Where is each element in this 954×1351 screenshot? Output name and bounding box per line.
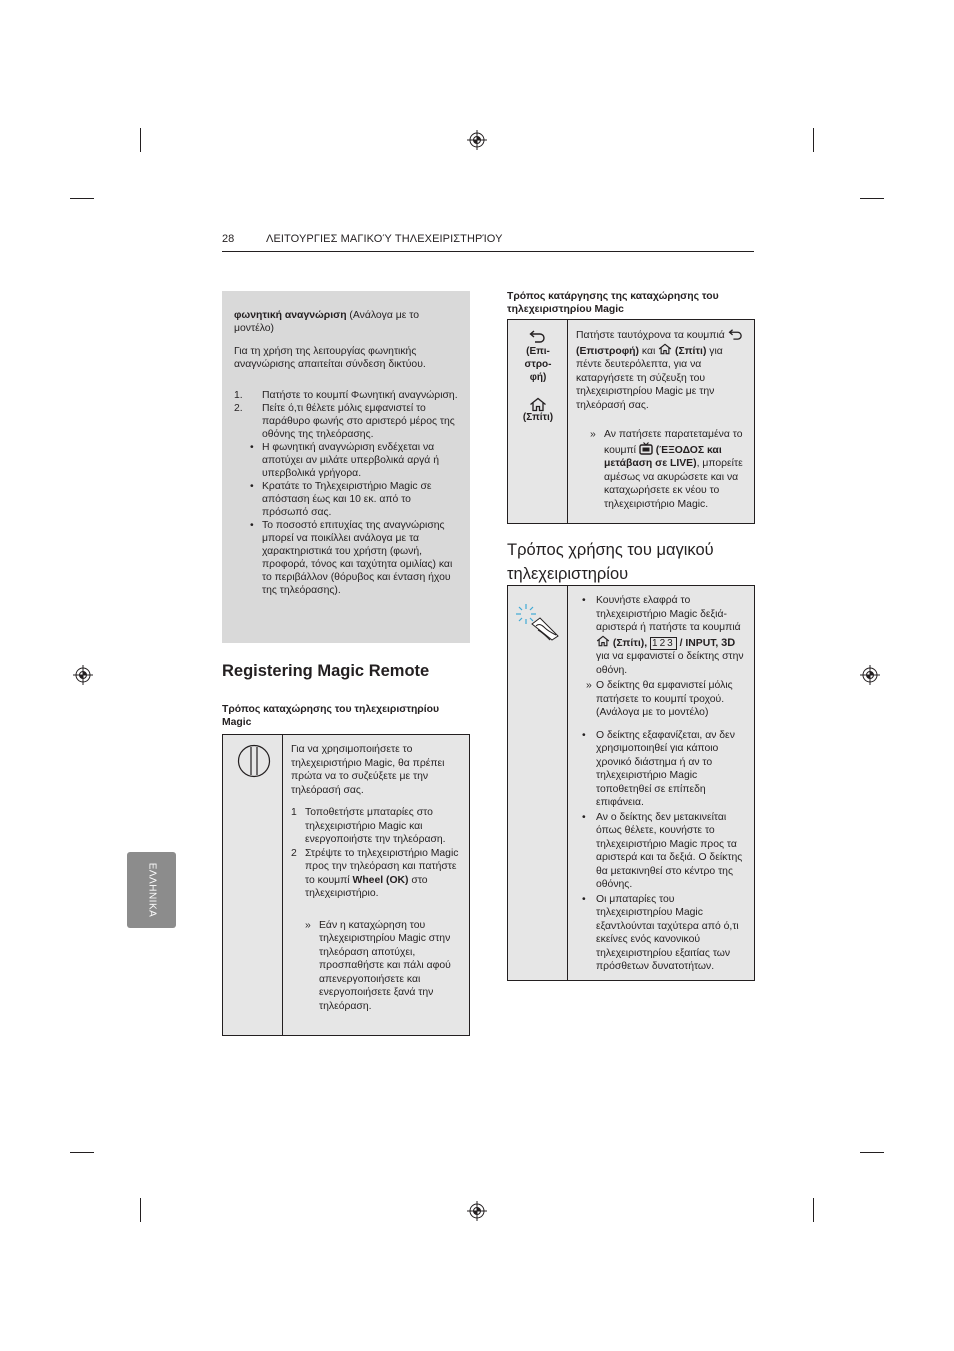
register-icon-cell (223, 735, 283, 1035)
unregister-table (507, 319, 755, 524)
voice-recognition-note (222, 291, 470, 643)
note-intro: Για τη χρήση της λειτουργίας φωνητικής αναγνώρισης απαιτείται σύνδεση δικτύου. (234, 346, 426, 370)
bullet-icon: • (582, 811, 586, 823)
list-item (291, 919, 461, 1014)
list-item (582, 811, 746, 892)
usage-icon-cell (508, 586, 568, 980)
text-bold: (Επιστροφή) (576, 345, 639, 357)
note-marker-icon: » (590, 429, 596, 440)
list-item (234, 480, 458, 519)
note-text: Εάν η καταχώρηση του τηλεχειριστηρίου Magic στην τηλεόραση αποτύχει, προσπαθήστε και πάλι αφού απενεργοποιήσετε και ενεργοποιήσετε ξανά την τηλεόραση. (319, 919, 451, 1012)
list-item (291, 806, 461, 847)
text-part: Πατήστε ταυτόχρονα τα κουμπιά (576, 330, 728, 341)
step-text (305, 847, 461, 901)
list-item (582, 893, 746, 974)
crop-mark (70, 198, 94, 199)
page-number: 28 (222, 233, 235, 245)
step-number: 2 (291, 847, 297, 859)
step-text-bold: Wheel (OK) (352, 874, 409, 886)
register-subheading: Τρόπος καταχώρησης του τηλεχειριστηρίου Magic (222, 704, 440, 728)
note-marker-icon: » (305, 919, 311, 931)
text-part: για πέντε δευτερόλεπτα, για να καταργήσετε τη σύζευξη του τηλεχειριστηρίου Magic με την τηλεόρασή σας. (576, 345, 723, 411)
register-heading: Registering Magic Remote (222, 662, 430, 680)
text-part: για να εμφανιστεί ο δείκτης στην οθόνη. (596, 651, 744, 676)
text-bold: (Σπίτι), (610, 637, 651, 649)
list-item (582, 679, 746, 720)
step-text: Πείτε ό,τι θέλετε μόλις εμφανιστεί το παράθυρο φωνής στο αριστερό μέρος της οθόνης της τηλεόρασης. (262, 403, 455, 440)
list-item (234, 519, 458, 597)
list-item (582, 729, 746, 810)
step-number: 1 (291, 807, 297, 818)
register-text-cell (283, 735, 469, 1035)
list-item (234, 441, 458, 480)
list-item (234, 402, 458, 441)
text-bold: (Σπίτι) (672, 345, 707, 357)
text-part: , μπορείτε αμέσως να ακυρώσετε και να καταχωρήσετε εκ νέου το τηλεχειριστήριο Magic. (604, 458, 743, 510)
back-icon (728, 328, 744, 340)
page-header-title: ΛΕΙΤΟΥΡΓΙΕΣ ΜΑΓΙΚΟΎ ΤΗΛΕΧΕΙΡΙΣΤΗΡΊΟΥ (266, 233, 503, 245)
home-icon (596, 635, 610, 647)
step-text: Τοποθετήστε μπαταρίες στο τηλεχειριστήριο Magic και ενεργοποιήστε την τηλεόραση. (305, 807, 446, 845)
crop-mark (813, 1198, 814, 1222)
unregister-text-cell (568, 320, 754, 523)
header-divider (222, 251, 754, 252)
crop-mark (70, 1152, 94, 1153)
step-number: 1. (234, 390, 243, 401)
note-heading (234, 309, 458, 335)
unregister-description (576, 328, 746, 412)
remote-shake-icon (512, 600, 564, 644)
list-item (582, 594, 746, 677)
home-icon (658, 343, 672, 355)
note-marker-icon: » (586, 680, 592, 691)
text-part: Αν πατήσετε παρατεταμένα το κουμπί (604, 429, 743, 456)
home-icon-label: (Σπίτι) (522, 412, 554, 423)
list-item (234, 389, 458, 402)
usage-text-cell (568, 586, 754, 980)
bullet-text: Η φωνητική αναγνώριση ενδέχεται να αποτύχει αν μιλάτε υπερβολικά αργά ή υπερβολικά γρήγορα. (262, 442, 439, 479)
magic-remote-icon (237, 744, 271, 778)
crop-mark (140, 128, 141, 152)
step-text-part: Στρέψτε το τηλεχειριστήριο Magic προς την τηλεόραση και πατήστε το κουμπί (305, 847, 459, 886)
list-item (576, 428, 746, 511)
crop-mark (813, 128, 814, 152)
bullet-text: Αν ο δείκτης δεν μετακινείται όπως θέλετε, κουνήστε το τηλεχειριστήριο Magic προς τα αριστερά και τα δεξιά. Ο δείκτης θα μετακινηθεί στο κέντρο της οθόνης. (596, 811, 743, 890)
text-bold: / (676, 637, 686, 649)
unregister-icon-cell (508, 320, 568, 523)
note-text: Ο δείκτης θα εμφανιστεί μόλις πατήσετε το κουμπί τροχού.(Ανάλογα με το μοντέλο) (596, 680, 733, 718)
step-text-part: στο τηλεχειριστήριο. (305, 874, 428, 899)
usage-heading: Τρόπος χρήσης του μαγικού τηλεχειριστηρίου (507, 541, 714, 583)
register-table (222, 734, 470, 1036)
register-intro: Για να χρησιμοποιήσετε το τηλεχειριστήριο Magic, θα πρέπει πρώτα να το συζεύξετε με την τηλεόρασή σας. (291, 744, 445, 796)
note-steps (234, 389, 458, 597)
crop-mark (140, 1198, 141, 1222)
bullet-icon: • (582, 595, 586, 606)
crop-mark (860, 1152, 884, 1153)
step-number: 2. (234, 403, 243, 414)
bullet-text (596, 594, 746, 677)
note-heading-bold: φωνητική αναγνώριση (234, 310, 347, 321)
registration-mark-icon (73, 665, 93, 685)
step-text: Πατήστε το κουμπί Φωνητική αναγνώριση. (262, 390, 458, 401)
language-tab (127, 852, 176, 928)
bullet-text: Κρατάτε το Τηλεχειριστήριο Magic σε απόσταση έως και 10 εκ. από το πρόσωπό σας. (262, 481, 432, 518)
bullet-icon: • (582, 729, 586, 741)
text-part: και (639, 345, 659, 357)
exit-tv-icon (639, 442, 653, 455)
note-heading-rest: (Ανάλογα με το μοντέλο) (234, 310, 419, 334)
bullet-icon: • (250, 442, 254, 453)
list-item (291, 847, 461, 901)
text-bold: INPUT, (685, 637, 722, 649)
number-buttons-icon: 123 (652, 637, 675, 649)
language-tab-label: ΕΛΛΗΝΙΚΑ (146, 862, 157, 918)
text-bold: (ΈΞΟΔΟΣ και μετάβαση σε LIVE) (604, 444, 722, 469)
back-icon (529, 329, 547, 343)
bullet-icon: • (250, 481, 254, 492)
bullet-icon: • (582, 893, 586, 905)
back-icon-label: (Επι- στρο- φή) (524, 346, 552, 383)
text-part: Κουνήστε ελαφρά το τηλεχειριστήριο Magic δεξιά-αριστερά ή πατήστε τα κουμπιά (596, 595, 741, 633)
usage-table (507, 585, 755, 981)
registration-mark-icon (467, 130, 487, 150)
bullet-text: Το ποσοστό επιτυχίας της αναγνώρισης μπορεί να ποικίλλει ανάλογα με τα χαρακτηριστικά του χρήστη (φωνή, προφορά, τόνος και ταχύτητα ομιλίας) και το περιβάλλον (θόρυβος και ένταση ήχου της τηλεόρασης). (262, 520, 453, 596)
home-icon (529, 397, 547, 412)
bullet-text: Ο δείκτης εξαφανίζεται, αν δεν χρησιμοποιηθεί για κάποιο χρονικό διάστημα ή αν το τηλεχειριστήριο Magic τοποθετηθεί σε επίπεδη επιφάνεια. (596, 729, 735, 808)
crop-mark (860, 198, 884, 199)
3d-icon: 3D (721, 636, 736, 649)
note-text (604, 428, 746, 511)
bullet-text: Οι μπαταρίες του τηλεχειριστηρίου Magic εξαντλούνται ταχύτερα από ό,τι εκείνες ενός κανονικού τηλεχειριστηρίου εξαιτίας των πρόσθετων δυνατοτήτων. (596, 893, 739, 972)
registration-mark-icon (467, 1201, 487, 1221)
bullet-icon: • (250, 520, 254, 531)
unregister-subheading: Τρόπος κατάργησης της καταχώρησης του τηλεχειριστηρίου Magic (507, 291, 719, 315)
registration-mark-icon (860, 665, 880, 685)
